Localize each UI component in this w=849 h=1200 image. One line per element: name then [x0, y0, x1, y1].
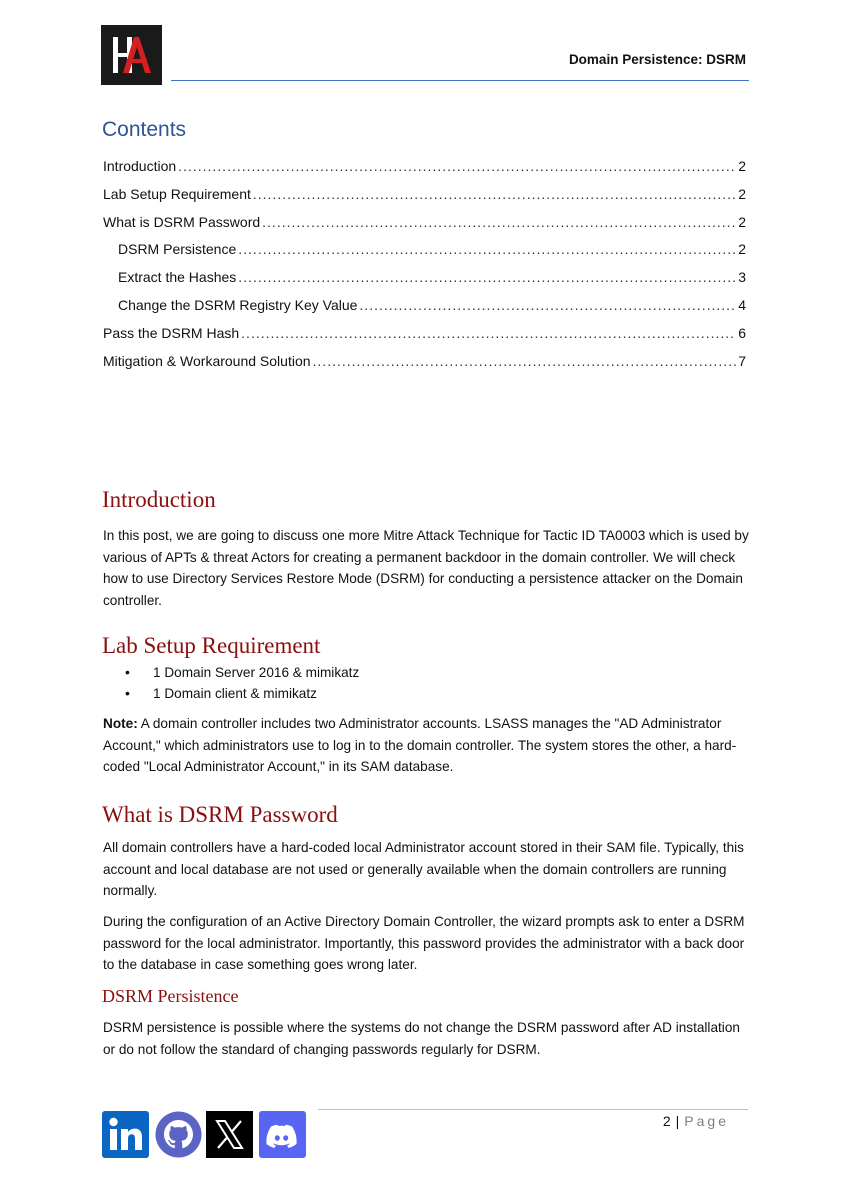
toc-entry-lab-setup[interactable] — [103, 183, 746, 211]
list-item: • 1 Domain client & mimikatz — [123, 683, 359, 704]
toc-entry-mitigation[interactable] — [103, 350, 746, 378]
toc-entry-page: 2 — [738, 158, 746, 174]
dsrm-paragraph-2: During the configuration of an Active Directory Domain Controller, the wizard prompts ask to enter a DSRM password for the local administrator. Importantly, this password provides the administrator with a back door to the database in case something goes wrong later. — [103, 914, 745, 972]
lab-requirements-list — [123, 662, 359, 704]
toc-entry-label: Extract the Hashes — [118, 269, 237, 286]
subsection-heading-dsrm-persistence: DSRM Persistence — [102, 986, 239, 1006]
toc-entry-introduction[interactable] — [103, 155, 746, 183]
note-label: Note: — [103, 716, 138, 731]
x-icon[interactable] — [206, 1111, 253, 1158]
list-item: • 1 Domain Server 2016 & mimikatz — [123, 662, 359, 683]
footer-divider — [318, 1109, 748, 1110]
toc-entry-dsrm-password[interactable] — [103, 211, 746, 239]
dsrm-paragraph-1: All domain controllers have a hard-coded local Administrator account stored in their SAM file. Typically, this account and local database are not used or generally available when the domain controllers are running normally. — [103, 840, 744, 898]
section-heading-dsrm-password: What is DSRM Password — [102, 802, 338, 827]
toc-leader — [238, 266, 736, 288]
toc-leader — [238, 238, 736, 260]
note-paragraph — [103, 713, 753, 778]
toc-leader — [241, 322, 736, 344]
toc-entry-registry-key[interactable] — [103, 294, 746, 322]
page-label: Page — [684, 1113, 729, 1129]
toc-entry-page: 7 — [738, 352, 746, 369]
github-icon[interactable] — [155, 1111, 202, 1158]
toc-entry-label: Lab Setup Requirement — [103, 185, 251, 202]
toc-title: Contents — [102, 118, 187, 141]
introduction-paragraph: In this post, we are going to discuss one more Mitre Attack Technique for Tactic ID TA0003 which is used by various of APTs & threat Actors for creating a permanent backdoor in the domain controller. We will check how to use Directory Services Restore Mode (DSRM) for conducting a persistence attacker on the Domain controller. — [103, 528, 749, 608]
toc-entry-page: 3 — [738, 269, 746, 286]
brand-logo — [101, 25, 162, 85]
toc-leader — [313, 350, 737, 372]
toc-entry-page: 2 — [738, 185, 746, 202]
discord-icon[interactable] — [259, 1111, 306, 1158]
toc-entry-label: Introduction — [103, 158, 177, 174]
dsrm-persistence-paragraph: DSRM persistence is possible where the systems do not change the DSRM password after AD installation or do not follow the standard of changing passwords regularly for DSRM. — [103, 1020, 740, 1057]
page-number — [663, 1113, 729, 1129]
page-separator: | — [675, 1113, 680, 1129]
toc-entry-page: 6 — [738, 324, 746, 341]
header-divider — [171, 80, 749, 81]
section-heading-lab-setup: Lab Setup Requirement — [102, 633, 321, 658]
table-of-contents — [103, 155, 746, 377]
page-number-value: 2 — [662, 1113, 671, 1129]
section-heading-introduction: Introduction — [102, 487, 216, 512]
linkedin-icon[interactable] — [102, 1111, 149, 1158]
toc-entry-page: 2 — [738, 241, 746, 258]
toc-entry-label: What is DSRM Password — [103, 213, 261, 230]
toc-entry-label: Pass the DSRM Hash — [103, 324, 240, 341]
toc-entry-label: Mitigation & Workaround Solution — [103, 352, 311, 369]
toc-leader — [262, 211, 736, 233]
toc-leader — [178, 155, 736, 177]
note-text: A domain controller includes two Administrator accounts. LSASS manages the "AD Administrator Account," which administrators use to log in to the domain controller. The system stores the other, a hard-coded "Local Administrator Account," in its SAM database. — [103, 716, 737, 774]
toc-entry-page: 4 — [738, 296, 746, 313]
document-title: Domain Persistence: DSRM — [568, 52, 746, 67]
toc-entry-label: DSRM Persistence — [118, 241, 237, 258]
toc-entry-pass-hash[interactable] — [103, 322, 746, 350]
toc-entry-extract-hashes[interactable] — [103, 266, 746, 294]
toc-leader — [253, 183, 736, 205]
toc-entry-label: Change the DSRM Registry Key Value — [118, 296, 358, 313]
toc-leader — [359, 294, 736, 316]
toc-entry-page: 2 — [738, 213, 746, 230]
toc-entry-dsrm-persistence[interactable] — [103, 238, 746, 266]
